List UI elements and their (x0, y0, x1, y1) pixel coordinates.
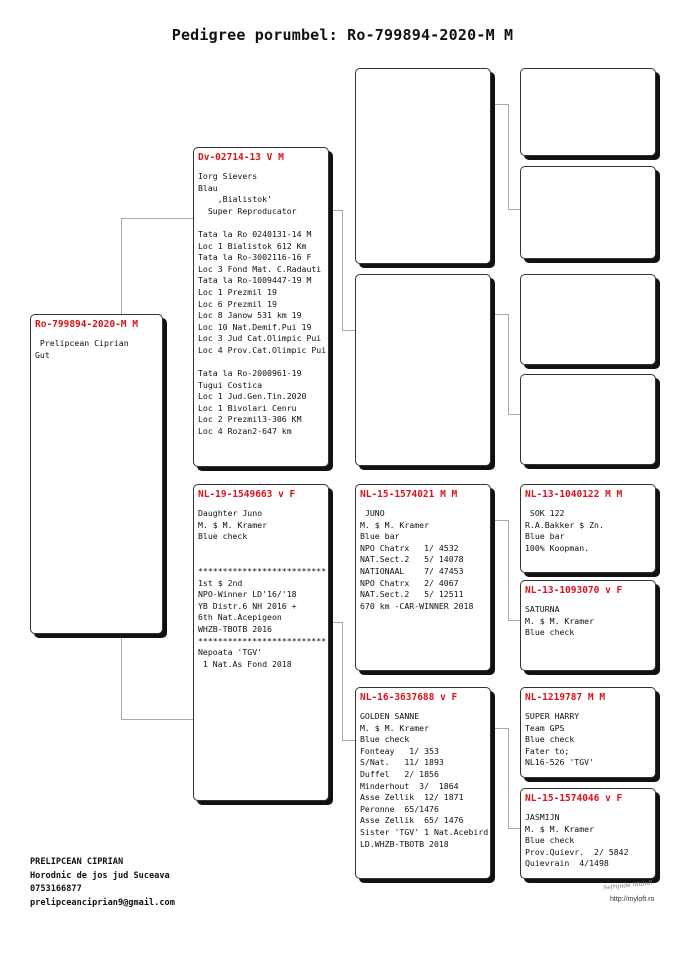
owner-email: prelipceanciprian9@gmail.com (30, 897, 175, 908)
ring-number: NL-15-1574046 v F (525, 793, 623, 804)
card-lines (525, 508, 651, 554)
card-line: ,Bialistok' (198, 194, 272, 205)
card-line: Blau (198, 182, 218, 193)
empty-card (520, 166, 656, 259)
card-line: Tata la Ro 0240131-14 M (198, 228, 312, 239)
connector-line (508, 314, 509, 414)
card-line: Team GPS (525, 722, 565, 733)
card-line: Blue check (360, 734, 410, 745)
connector-line (508, 104, 509, 209)
connector-line (121, 635, 122, 719)
card-line: Loc 4 Prov.Cat.Olimpic Pui (198, 344, 327, 355)
connector-line (508, 209, 520, 210)
card-line: NPO-Winner LD'16/'18 (198, 589, 297, 600)
dam-card (193, 484, 329, 801)
card-line: NAT.Sect.2 5/ 12511 (360, 589, 464, 600)
ring-number: NL-15-1574021 M M (360, 489, 458, 500)
card-line: Loc 3 Fond Mat. C.Radauti (198, 263, 322, 274)
card-line: SOK 122 (525, 508, 565, 518)
ring-number: Ro-799894-2020-M M (35, 319, 138, 330)
card-line: LD.WHZB-TBOTB 2018 (360, 838, 449, 849)
card-line: Tata la Ro-3002116-16 F (198, 252, 312, 263)
ring-number: Dv-02714-13 V M (198, 152, 284, 163)
empty-card (520, 68, 656, 156)
subject-card (30, 314, 163, 634)
card-line: Sister 'TGV' 1 Nat.Acebird (360, 826, 489, 837)
footer-url[interactable]: http://myloft.ro (610, 896, 655, 903)
card-line: Loc 6 Prezmil 19 (198, 298, 277, 309)
card-line: JASMIJN (525, 812, 560, 822)
connector-line (508, 414, 520, 415)
card-line: SATURNA (525, 604, 560, 614)
dam-sire-card (355, 484, 491, 671)
page-title: Pedigree porumbel: Ro-799894-2020-M M (171, 26, 514, 44)
card-line: M. $ M. Kramer (360, 519, 430, 530)
card-line: R.A.Bakker $ Zn. (525, 519, 604, 530)
card-line: Duffel 2/ 1856 (360, 768, 439, 779)
ring-number: NL-19-1549663 v F (198, 489, 296, 500)
connector-line (491, 520, 508, 521)
card-lines (35, 338, 158, 361)
card-line: Daughter Juno (198, 508, 263, 518)
connector-line (491, 314, 508, 315)
card-line: Loc 1 Prezmil 19 (198, 286, 277, 297)
connector-line (330, 622, 342, 623)
card-line: Fater to; (525, 745, 570, 756)
signature: Sefrijnde MuloR (602, 879, 653, 892)
ds-sire-card (520, 484, 656, 573)
card-line: WHZB-TBOTB 2016 (198, 623, 272, 634)
card-line: Loc 3 Jud Cat.Olimpic Pui (198, 333, 322, 344)
card-line: Nepoata 'TGV' (198, 647, 263, 658)
ring-number: NL-13-1093070 v F (525, 585, 623, 596)
card-line: Blue bar (525, 531, 565, 542)
card-line: ************************** (198, 565, 327, 576)
card-lines (198, 508, 327, 670)
ring-number: NL-16-3637688 v F (360, 692, 458, 703)
card-line: Blue check (525, 734, 575, 745)
dd-sire-card (520, 687, 656, 778)
connector-line (491, 104, 508, 105)
connector-line (491, 728, 508, 729)
card-line (198, 554, 324, 566)
card-line: M. $ M. Kramer (525, 823, 595, 834)
card-line: NPO Chatrx 1/ 4532 (360, 542, 459, 553)
owner-address: Horodnic de jos jud Suceava (30, 870, 170, 881)
card-lines (360, 711, 489, 850)
card-lines (525, 604, 651, 639)
owner-phone: 0753166877 (30, 884, 82, 894)
card-line: ************************** (198, 635, 327, 646)
card-line: Loc 4 Rozan2-647 km (198, 426, 292, 437)
connector-line (508, 728, 509, 828)
connector-line (508, 828, 520, 829)
card-line: Fonteay 1/ 353 (360, 745, 439, 756)
connector-line (342, 210, 343, 330)
connector-line (121, 218, 193, 219)
card-line (198, 357, 324, 369)
card-line: 100% Koopman. (525, 542, 590, 553)
card-line: S/Nat. 11/ 1893 (360, 757, 444, 768)
card-line: Blue check (198, 531, 248, 542)
card-lines (525, 812, 651, 870)
card-line: Asse Zellik 65/ 1476 (360, 815, 464, 826)
card-line: 1st $ 2nd (198, 577, 243, 588)
card-line: NAT.Sect.2 5/ 14078 (360, 554, 464, 565)
card-line: JUNO (360, 508, 385, 518)
connector-line (508, 520, 509, 620)
connector-line (121, 218, 122, 318)
connector-line (342, 622, 343, 740)
owner-name: PRELIPCEAN CIPRIAN (30, 857, 124, 867)
card-line: M. $ M. Kramer (360, 722, 430, 733)
card-line: M. $ M. Kramer (525, 615, 595, 626)
card-line: 670 km -CAR-WINNER 2018 (360, 600, 474, 611)
card-line: NL16-526 'TGV' (525, 757, 595, 768)
card-line: Loc 1 Jud.Gen.Tin.2020 (198, 391, 307, 402)
ring-number: NL-13-1040122 M M (525, 489, 623, 500)
connector-line (508, 620, 520, 621)
card-line: Tata la Ro-1009447-19 M (198, 275, 312, 286)
card-line: Iorg Sievers (198, 171, 258, 181)
card-line: Loc 1 Bialistok 612 Km (198, 240, 307, 251)
card-lines (525, 711, 651, 769)
card-line: Loc 8 Janow 531 km 19 (198, 310, 302, 321)
card-line: Loc 1 Bivolari Cenru (198, 402, 297, 413)
card-line (198, 543, 324, 555)
card-line: Prelipcean Ciprian (35, 338, 129, 348)
empty-card (355, 274, 491, 466)
card-line: YB Distr.6 NH 2016 + (198, 600, 297, 611)
card-line: SUPER HARRY (525, 711, 580, 721)
dd-dam-card (520, 788, 656, 879)
card-line: Blue check (525, 835, 575, 846)
card-line: Quievrain 4/1498 (525, 858, 609, 869)
empty-card (520, 374, 656, 465)
card-line: 6th Nat.Acepigeon (198, 612, 282, 623)
card-line: Loc 2 Prezmil3-306 KM (198, 414, 302, 425)
card-line: Prov.Quievr. 2/ 5842 (525, 846, 629, 857)
card-line: 1 Nat.As Fond 2018 (198, 658, 292, 669)
empty-card (355, 68, 491, 264)
connector-line (330, 210, 342, 211)
card-line: Tata la Ro-2000961-19 (198, 368, 302, 379)
card-lines (198, 171, 327, 438)
card-line: Super Reproducator (198, 205, 297, 216)
ring-number: NL-1219787 M M (525, 692, 606, 703)
card-line: GOLDEN SANNE (360, 711, 420, 721)
connector-line (121, 719, 193, 720)
card-line: Tugui Costica (198, 379, 263, 390)
connector-line (342, 330, 355, 331)
sire-card (193, 147, 329, 467)
card-line: Asse Zellik 12/ 1871 (360, 792, 464, 803)
card-line: Gut (35, 349, 50, 360)
card-line: NPO Chatrx 2/ 4067 (360, 577, 459, 588)
ds-dam-card (520, 580, 656, 671)
connector-line (342, 740, 355, 741)
card-line: Minderhout 3/ 1864 (360, 780, 459, 791)
card-line: Peronne 65/1476 (360, 803, 439, 814)
card-line: M. $ M. Kramer (198, 519, 268, 530)
dam-dam-card (355, 687, 491, 879)
card-line (198, 217, 324, 229)
owner-info (30, 856, 175, 910)
empty-card (520, 274, 656, 365)
card-lines (360, 508, 486, 612)
card-line: Loc 10 Nat.Demif.Pui 19 (198, 321, 312, 332)
card-line: Blue bar (360, 531, 400, 542)
card-line: Blue check (525, 627, 575, 638)
card-line: NATIONAAL 7/ 47453 (360, 565, 464, 576)
